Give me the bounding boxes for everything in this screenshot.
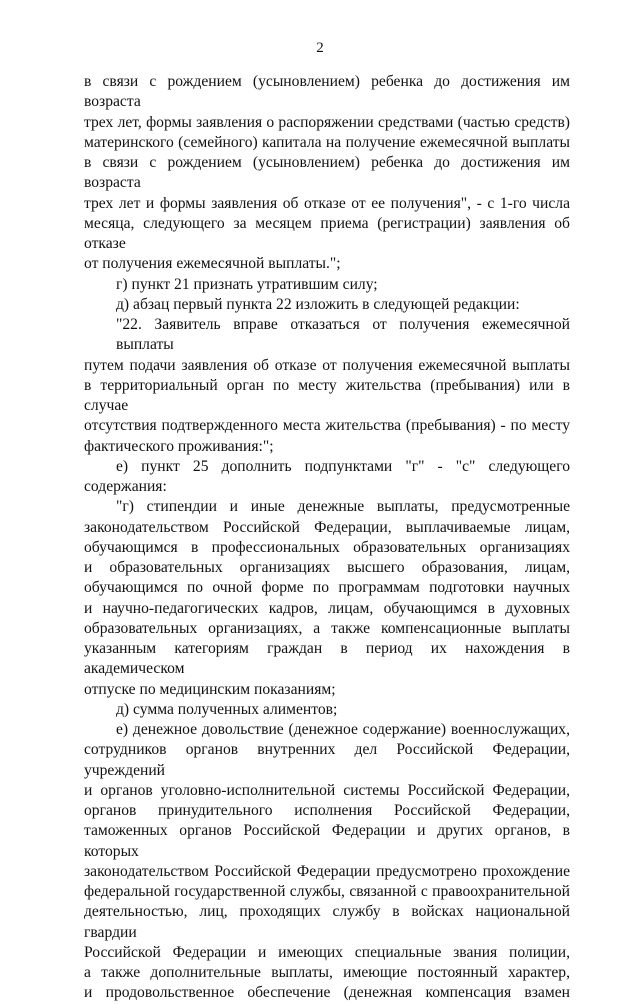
text-line: указанным категориям граждан в период их нахождения в академическом: [84, 640, 570, 678]
text-line: месяца, следующего за месяцем приема (регистрации) заявления об отказе: [84, 214, 570, 252]
text-line: органов принудительного исполнения Российской Федерации,: [84, 802, 570, 819]
text-line: отсутствия подтвержденного места жительства (пребывания) - по месту: [84, 417, 570, 435]
text-line: в связи с рождением (усыновлением) ребенка до достижения им возраста: [84, 154, 570, 192]
text-line: д) сумма полученных алиментов;: [116, 700, 338, 718]
text-line: и органов уголовно-исполнительной системы Российской Федерации,: [84, 781, 570, 799]
text-line: "22. Заявитель вправе отказаться от получения ежемесячной выплаты: [116, 316, 570, 354]
paragraph-point-22: [84, 315, 570, 457]
text-line: фактического проживания:";: [84, 437, 274, 455]
text-line: д) абзац первый пункта 22 изложить в следующей редакции:: [116, 295, 520, 313]
text-line: а также дополнительные выплаты, имеющие постоянный характер,: [84, 964, 570, 981]
text-line: путем подачи заявления об отказе от получения ежемесячной выплаты: [84, 356, 570, 374]
text-line: таможенных органов Российской Федерации и других органов, в которых: [84, 822, 570, 860]
text-line: от получения ежемесячной выплаты.";: [84, 255, 341, 273]
text-line: Российской Федерации и имеющих специальные звания полиции,: [84, 943, 570, 961]
text-line: е) пункт 25 дополнить подпунктами "г" - "с" следующего: [116, 457, 570, 475]
text-line: обучающимся по очной форме по программам подготовки научных: [84, 579, 570, 597]
text-line: образовательных организациях, а также компенсационные выплаты: [84, 619, 570, 637]
text-line: деятельностью, лиц, проходящих службу в войсках национальной гвардии: [84, 903, 570, 941]
text-line: и продовольственное обеспечение (денежная компенсация взамен: [84, 984, 570, 1002]
text-line: в связи с рождением (усыновлением) ребенка до достижения им возраста: [84, 73, 570, 111]
paragraph-item-g: [84, 275, 570, 295]
paragraph-subitem-g: [84, 497, 570, 700]
text-line: в территориальный орган по месту жительства (пребывания) или в случае: [84, 376, 570, 414]
text-line: законодательством Российской Федерации предусмотрено прохождение: [84, 862, 570, 880]
text-line: и образовательных организациях высшего образования, лицам,: [84, 559, 570, 576]
text-line: содержания:: [84, 478, 167, 495]
text-line: материнского (семейного) капитала на получение ежемесячной выплаты: [84, 133, 570, 151]
text-line: отпуске по медицинским показаниям;: [84, 680, 336, 698]
paragraph-item-d: [84, 295, 570, 315]
text-line: "г) стипендии и иные денежные выплаты, предусмотренные: [116, 498, 570, 516]
text-line: е) денежное довольствие (денежное содержание) военнослужащих,: [116, 721, 570, 738]
text-line: г) пункт 21 признать утратившим силу;: [116, 275, 378, 293]
text-line: сотрудников органов внутренних дел Российской Федерации, учреждений: [84, 741, 570, 779]
paragraph-subitem-d: [84, 700, 570, 720]
text-line: законодательством Российской Федерации, выплачиваемые лицам,: [84, 518, 570, 536]
paragraph-intro-continuation: [84, 72, 570, 275]
paragraph-item-e: [84, 457, 570, 498]
document-body: [84, 72, 570, 1004]
page-number: 2: [316, 40, 324, 56]
text-line: обучающимся в профессиональных образовательных организациях: [84, 538, 570, 556]
text-line: трех лет и формы заявления об отказе от ее получения", - с 1-го числа: [84, 194, 570, 212]
paragraph-subitem-e: [84, 720, 570, 1004]
text-line: федеральной государственной службы, связанной с правоохранительной: [84, 883, 570, 900]
text-line: трех лет, формы заявления о распоряжении средствами (частью средств): [84, 113, 570, 131]
text-line: и научно-педагогических кадров, лицам, обучающимся в духовных: [84, 599, 570, 617]
